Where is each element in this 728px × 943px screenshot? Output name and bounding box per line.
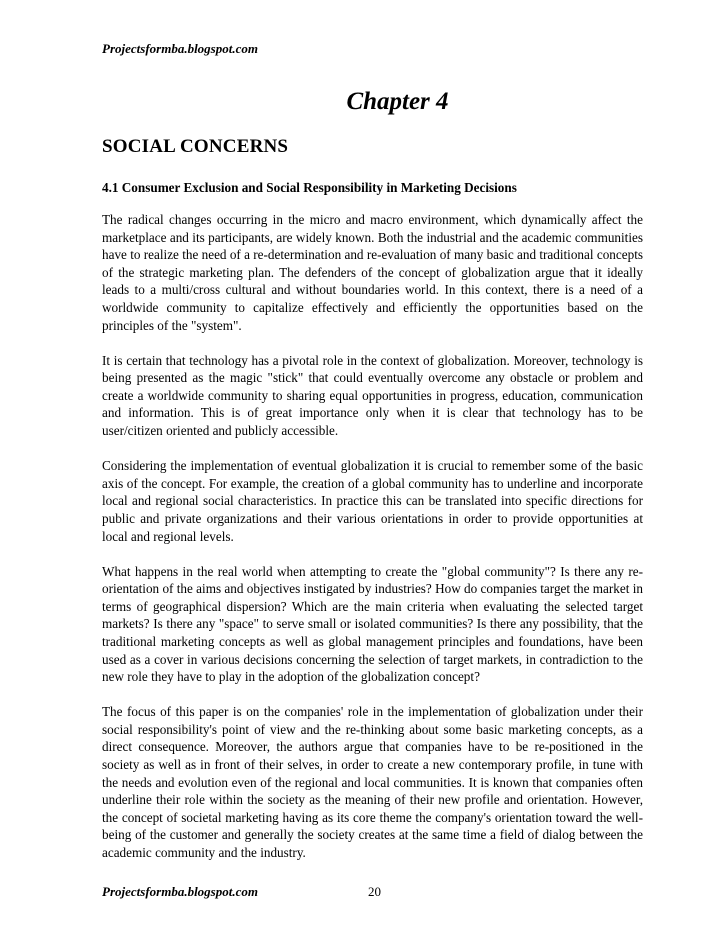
section-title: SOCIAL CONCERNS	[102, 136, 289, 157]
footer-site-name: Projectsformba.blogspot.com	[102, 884, 258, 899]
header-site-name: Projectsformba.blogspot.com	[102, 41, 258, 56]
paragraph: It is certain that technology has a pivotal role in the context of globalization. Moreover, technology is being presented as the magic "stick" that could eventually overcome any obstacle or problem and create a worldwide community to sharing equal opportunities in progress, education, communication and information. This is of great importance only when it is clear that technology has to be user/citizen oriented and publicly accessible.	[102, 352, 643, 439]
paragraph: The focus of this paper is on the companies' role in the implementation of globalization under their social responsibility's point of view and the re-thinking about some basic marketing concepts, as a direct consequence. Moreover, the authors argue that companies have to be re-positioned in the society as well as in front of their selves, in order to create a new contemporary profile, in tune with the needs and evolution even of the regional and local communities. It is known that companies often underline their role within the society as the meaning of their new profile and orientation. However, the concept of societal marketing having as its core theme the company's orientation toward the well-being of the customer and generally the society creates at the same time a field of dialog between the academic community and the industry.	[102, 704, 643, 860]
paragraph: What happens in the real world when attempting to create the "global community"? Is there any re-orientation of the aims and objectives instigated by industries? How do companies target the market in terms of geographical dispersion? Which are the main criteria when evaluating the selected target markets? Is there any "space" to serve small or isolated communities? Is there any possibility, that the traditional marketing concepts as well as global management principles and foundations, have been used as a cover in various decisions concerning the selection of target markets, in contradiction to the new role they have to play in the adoption of the globalization concept?	[102, 563, 643, 685]
body-text	[102, 211, 643, 879]
document-page	[102, 0, 643, 943]
chapter-title: Chapter 4	[346, 88, 449, 115]
page-number: 20	[368, 884, 381, 899]
subsection-title: 4.1 Consumer Exclusion and Social Responsibility in Marketing Decisions	[102, 180, 517, 195]
paragraph: Considering the implementation of eventual globalization it is crucial to remember some of the basic axis of the concept. For example, the creation of a global community has to underline and incorporate local and regional social characteristics. In practice this can be translated into specific directions for public and private organizations and their various orientations in order to provide opportunities at local and regional levels.	[102, 458, 643, 544]
paragraph: The radical changes occurring in the micro and macro environment, which dynamically affect the marketplace and its participants, are widely known. Both the industrial and the academic communities have to realize the need of a re-determination and re-evaluation of many basic and traditional concepts of the strategic marketing plan. The defenders of the concept of globalization argue that it ideally leads to a multi/cross cultural and without boundaries world. In this context, there is a need of a worldwide community to capitalize effectively and efficiently the opportunities based on the principles of the "system".	[102, 212, 643, 333]
